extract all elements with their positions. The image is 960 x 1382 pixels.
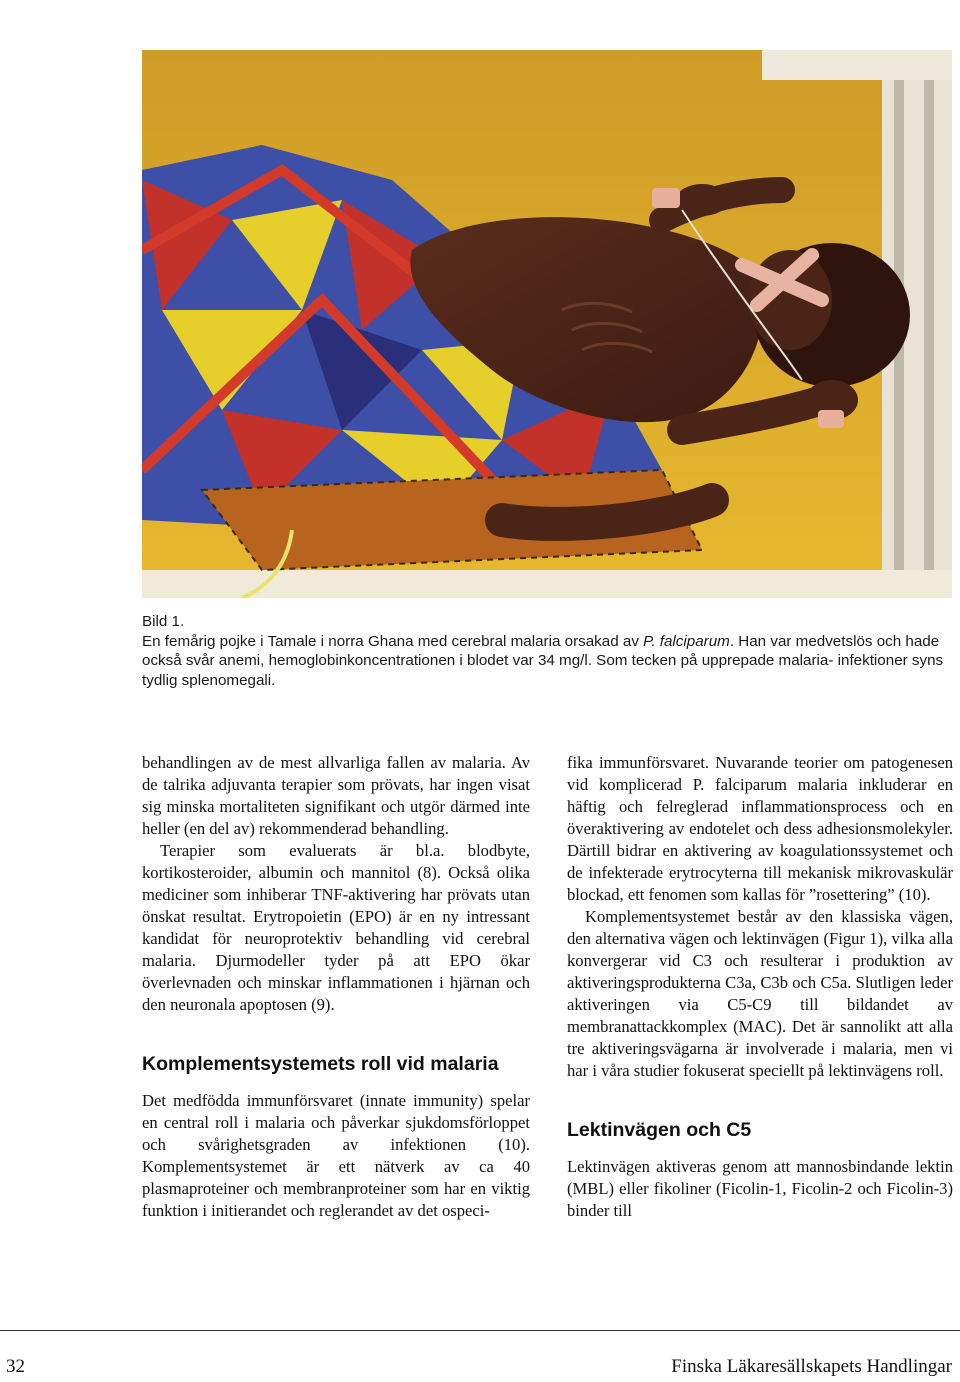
figure-caption xyxy=(142,612,952,690)
page-number: 32 xyxy=(6,1356,25,1377)
paragraph: fika immunförsvaret. Nuvarande teorier om patogenesen vid komplicerad P. falciparum malaria inkluderar en häftig och felreglerad inflammationsprocess och en överaktivering av endotelet och dess adhesionsmolekyler. Därtill bidrar en aktivering av koagulationssystemet och de infekterade erytrocyterna till mekanisk mikrovaskulär blockad, ett fenomen som kallas för ”rosettering” (10). xyxy=(567,753,953,904)
left-column xyxy=(142,752,530,1222)
footer-divider xyxy=(0,1330,960,1331)
journal-name: Finska Läkaresällskapets Handlingar xyxy=(671,1356,952,1377)
paragraph: behandlingen av de mest allvarliga fallen av malaria. Av de talrika adjuvanta terapier som prövats, har ingen visat sig minska mortaliteten signifikant och utgör därmed inte heller (en del av) rekommenderad behandling. xyxy=(142,753,530,838)
figure-label: Bild 1. xyxy=(142,613,185,630)
section-heading: Komplementsystemets roll vid malaria xyxy=(142,1053,499,1075)
paragraph: Det medfödda immunförsvaret (innate immunity) spelar en central roll i malaria och påverkar sjukdomsförloppet och svårighetsgraden av infektionen (10). Komplementsystemet är ett nätverk av ca 40 plasmaproteiner och membranproteiner som har en viktig funktion i initierandet och reglerandet av det ospeci- xyxy=(142,1091,530,1220)
child-on-bed-illustration xyxy=(142,50,952,598)
figure-caption-text xyxy=(142,632,952,691)
section-heading: Lektinvägen och C5 xyxy=(567,1119,752,1141)
paragraph: Komplementsystemet består av den klassiska vägen, den alternativa vägen och lektinvägen (Figur 1), vilka alla konvergerar vid C3 och resulterar i produktion av aktiveringsprodukterna C3a, C3b och C5a. Slutligen leder aktiveringen via C5-C9 till bildandet av membranattackkomplex (MAC). Det är sannolikt att alla tre aktiveringsvägarna är involverade i malaria, men vi har i våra studier fokuserat speciellt på lektinvägens roll. xyxy=(567,907,953,1080)
caption-species: P. falciparum xyxy=(643,632,730,650)
paragraph: Terapier som evaluerats är bl.a. blodbyte, kortikosteroider, albumin och mannitol (8). Också olika mediciner som inhiberar TNF-aktivering har prövats utan önskat resultat. Erytropoietin (EPO) är en ny intressant kandidat för neuroprotektiv behandling vid cerebral malaria. Djurmodeller tyder på att EPO ökar överlevnaden och minskar inflammationen i hjärnan och den neuronala apoptosen (9). xyxy=(142,841,530,1014)
caption-part-2: . Han var medvetslös och hade också svår anemi, hemoglobinkoncentrationen i blodet var 34 mg/l. Som tecken på upprepade malaria- infektioner syns tydlig splenomegali. xyxy=(142,632,944,689)
figure-photo xyxy=(142,50,952,598)
paragraph: Lektinvägen aktiveras genom att mannosbindande lektin (MBL) eller fikoliner (Ficolin-1, Ficolin-2 och Ficolin-3) binder till xyxy=(567,1157,953,1220)
right-column xyxy=(567,752,953,1222)
caption-part-1: En femårig pojke i Tamale i norra Ghana med cerebral malaria orsakad av xyxy=(142,632,644,650)
